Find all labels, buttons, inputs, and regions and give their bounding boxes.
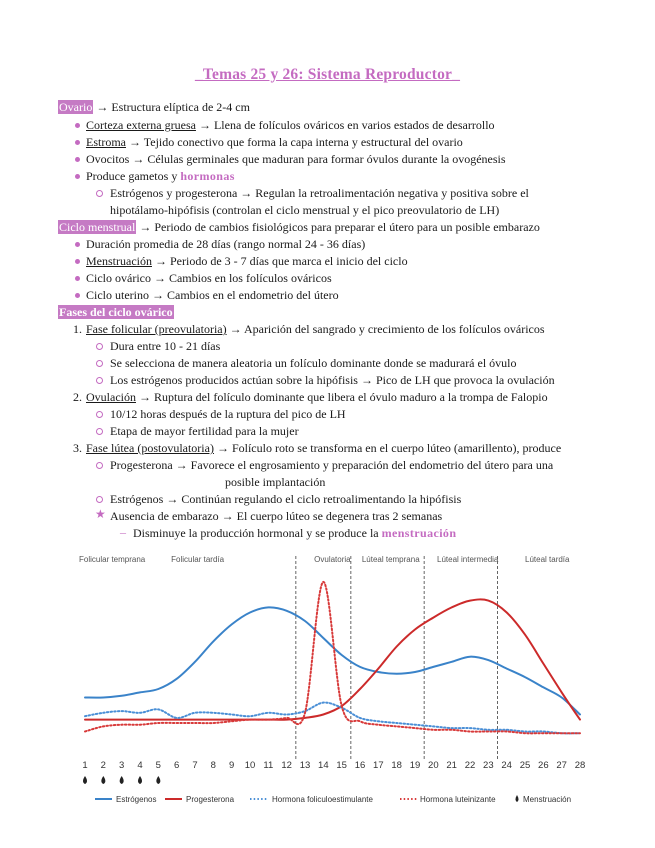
legend-menstruacion-label: Menstruación (523, 795, 572, 804)
term-menstruacion: Menstruación (86, 254, 152, 268)
page-title: _Temas 25 y 26: Sistema Reproductor_ (194, 66, 461, 83)
x-tick-label: 17 (373, 760, 384, 771)
x-tick-label: 15 (336, 760, 347, 771)
fsh-series-line (85, 703, 580, 734)
term-corteza: Corteza externa gruesa (86, 118, 196, 132)
x-tick-label: 28 (574, 760, 586, 771)
phase-label: Ovulatoria (314, 555, 351, 564)
x-tick-label: 21 (446, 760, 457, 771)
phase-label: Folicular tardía (171, 555, 225, 564)
desc-corteza: → Llena de folículos ováricos en varios estados de desarrollo (198, 118, 495, 132)
ciclo-desc: → Periodo de cambios fisiológicos para preparar el útero para un posible embarazo (139, 220, 540, 234)
ciclo-label: Ciclo menstrual (59, 220, 136, 234)
ciclo-item-duracion: Duración promedia de 28 días (rango normal 24 - 36 días) (86, 237, 366, 251)
phase-label: Lúteal temprana (361, 555, 420, 564)
x-tick-label: 2 (100, 760, 106, 771)
x-tick-label: 7 (192, 760, 198, 771)
desc-estroma: → Tejido conectivo que forma la capa interna y estructural del ovario (129, 135, 463, 149)
term-estroma: Estroma (86, 135, 126, 149)
folicular-sub-1: Dura entre 10 - 21 días (110, 339, 221, 353)
dash-icon: – (120, 525, 126, 539)
x-tick-label: 5 (155, 760, 161, 771)
progesterone-series-line (85, 599, 580, 719)
drop-icon (138, 776, 142, 784)
folicular-sub-2: Se selecciona de manera aleatoria un folículo dominante donde se madurará el óvulo (110, 356, 517, 370)
phase-label: Lúteal intermedia (437, 555, 499, 564)
term-ovulacion: Ovulación (86, 390, 136, 404)
ovario-label: Ovario (59, 100, 93, 114)
ovulacion-sub-2: Etapa de mayor fertilidad para la mujer (110, 424, 299, 438)
ovario-sub-hormonas-cont: hipotálamo-hipófisis (controlan el ciclo menstrual y el pico preovulatorio de LH) (110, 203, 500, 217)
ovario-sub-hormonas: Estrógenos y progesterona → Regulan la retroalimentación negativa y positiva sobre el (110, 186, 529, 200)
drop-icon (83, 776, 87, 784)
desc-menstruacion: → Periodo de 3 - 7 días que marca el inicio del ciclo (154, 254, 408, 268)
x-tick-label: 13 (299, 760, 311, 771)
legend-drop-icon (516, 795, 519, 802)
lutea-star-note: Ausencia de embarazo → El cuerpo lúteo se degenera tras 2 semanas (110, 509, 443, 523)
legend-progesterone-label: Progesterona (186, 795, 235, 804)
x-tick-label: 1 (82, 760, 88, 771)
term-folicular: Fase folicular (preovulatoria) (86, 322, 227, 336)
x-tick-label: 10 (244, 760, 256, 771)
star-icon: ★ (95, 507, 106, 521)
legend-fsh-label: Hormona foliculoestimulante (272, 795, 373, 804)
lutea-sub-1: Progesterona → Favorece el engrosamiento y preparación del endometrio del útero para una (110, 458, 554, 472)
x-tick-label: 20 (428, 760, 439, 771)
fase-3-number: 3. (73, 441, 82, 455)
fase-1-number: 1. (73, 322, 82, 336)
drop-icon (120, 776, 124, 784)
x-tick-label: 22 (464, 760, 476, 771)
legend-estrogen-label: Estrógenos (116, 795, 157, 804)
lutea-sub-1-cont: posible implantación (225, 475, 326, 489)
desc-ovulacion: → Ruptura del folículo dominante que libera el óvulo maduro a la trompa de Falopio (139, 390, 548, 404)
fase-2-number: 2. (73, 390, 82, 404)
x-tick-label: 26 (538, 760, 549, 771)
legend-lh-label: Hormona luteinizante (420, 795, 496, 804)
x-tick-label: 6 (174, 760, 180, 771)
desc-folicular: → Aparición del sangrado y crecimiento de los folículos ováricos (229, 322, 545, 336)
estrogen-series-line (85, 607, 580, 714)
x-tick-label: 18 (391, 760, 402, 771)
x-tick-label: 16 (354, 760, 366, 771)
ciclo-item-uterino: Ciclo uterino → Cambios en el endometrio del útero (86, 288, 339, 302)
x-tick-label: 8 (210, 760, 216, 771)
hormonas-highlight: hormonas (180, 169, 235, 183)
x-tick-label: 19 (409, 760, 421, 771)
menstruacion-highlight: menstruación (381, 526, 457, 540)
ovario-item-ovocitos: Ovocitos → Células germinales que maduran para formar óvulos durante la ovogénesis (86, 152, 506, 166)
x-tick-label: 12 (281, 760, 292, 771)
term-lutea: Fase lútea (postovulatoria) (86, 441, 214, 455)
x-tick-label: 25 (519, 760, 531, 771)
x-tick-label: 27 (556, 760, 567, 771)
drop-icon (156, 776, 160, 784)
dash-note-text: Disminuye la producción hormonal y se produce la (133, 526, 379, 540)
drop-icon (101, 776, 105, 784)
fases-label: Fases del ciclo ovárico (59, 305, 173, 319)
ovario-desc: → Estructura elíptica de 2-4 cm (96, 100, 250, 114)
phase-label: Folicular temprana (79, 555, 146, 564)
x-tick-label: 3 (119, 760, 125, 771)
ovulacion-sub-1: 10/12 horas después de la ruptura del pico de LH (110, 407, 346, 421)
desc-lutea: → Folículo roto se transforma en el cuerpo lúteo (amarillento), produce (216, 441, 562, 455)
gametos-text: Produce gametos y (86, 169, 178, 183)
x-tick-label: 24 (501, 760, 512, 771)
lutea-sub-2: Estrógenos → Continúan regulando el ciclo retroalimentando la hipófisis (110, 492, 462, 506)
x-tick-label: 14 (318, 760, 329, 771)
x-tick-label: 4 (137, 760, 143, 771)
ciclo-item-ovarico: Ciclo ovárico → Cambios en los folículos ováricos (86, 271, 332, 285)
x-tick-label: 23 (483, 760, 494, 771)
folicular-sub-3: Los estrógenos producidos actúan sobre la hipófisis → Pico de LH que provoca la ovulación (110, 373, 555, 387)
x-tick-label: 11 (263, 760, 274, 771)
x-tick-label: 9 (229, 760, 235, 771)
phase-label: Lúteal tardía (525, 555, 570, 564)
